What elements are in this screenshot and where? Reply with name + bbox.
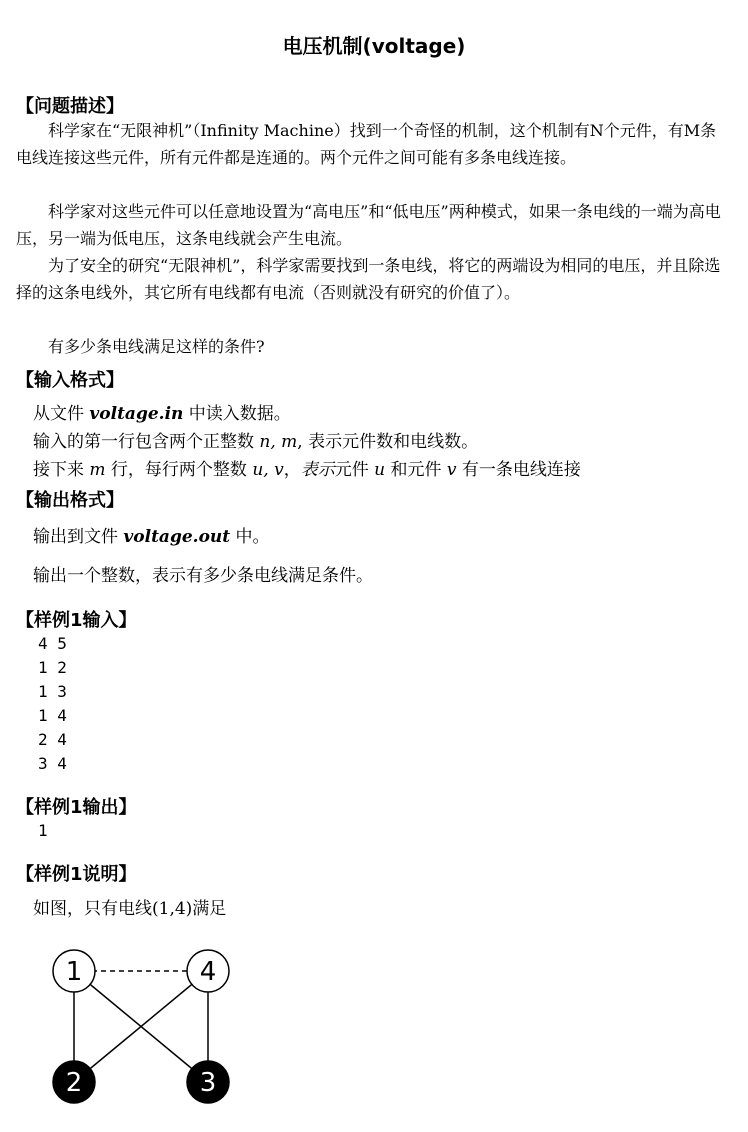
sample-input-line: 1 2	[38, 658, 67, 677]
input-line-3: 接下来 m 行，每行两个整数 u, v，表示元件 u 和元件 v 有一条电线连接	[33, 460, 581, 480]
sample-input-line: 2 4	[38, 730, 67, 749]
sample-input-line: 3 4	[38, 754, 67, 773]
output-filename: voltage.out	[123, 527, 231, 547]
problem-paragraph-4: 有多少条电线满足这样的条件?	[48, 337, 265, 356]
page-title: 电压机制(voltage)	[282, 34, 466, 58]
graph-node-label-1: 1	[65, 957, 83, 987]
sample-input-heading: 【样例1输入】	[16, 610, 137, 631]
graph-node-label-3: 3	[199, 1068, 217, 1098]
sample-explain-heading: 【样例1说明】	[16, 864, 137, 885]
sample-explain-text: 如图，只有电线(1,4)满足	[33, 899, 227, 919]
input-filename: voltage.in	[89, 404, 184, 424]
graph-node-label-2: 2	[65, 1068, 83, 1098]
problem-paragraph-2: 科学家对这些元件可以任意地设置为“高电压”和“低电压”两种模式，如果一条电线的一端为高电压，另一端为低电压，这条电线就会产生电流。	[16, 202, 721, 248]
sample-input-line: 1 4	[38, 706, 67, 725]
problem-heading: 【问题描述】	[16, 96, 124, 117]
sample-output-heading: 【样例1输出】	[16, 797, 137, 818]
output-heading: 【输出格式】	[16, 490, 124, 511]
graph-figure	[40, 940, 260, 1110]
output-line-1: 输出到文件 voltage.out 中。	[33, 527, 270, 547]
input-heading: 【输入格式】	[16, 370, 124, 391]
sample-output-value: 1	[38, 821, 48, 840]
input-line-1: 从文件 voltage.in 中读入数据。	[33, 404, 291, 424]
sample-input-line: 4 5	[38, 634, 67, 653]
output-line-2: 输出一个整数，表示有多少条电线满足条件。	[33, 566, 373, 586]
sample-input-line: 1 3	[38, 682, 67, 701]
problem-paragraph-3: 为了安全的研究“无限神机”，科学家需要找到一条电线，将它的两端设为相同的电压，并且除选择的这条电线外，其它所有电线都有电流（否则就没有研究的价值了）。	[16, 256, 721, 302]
graph-node-label-4: 4	[199, 957, 217, 987]
input-line-2: 输入的第一行包含两个正整数 n, m, 表示元件数和电线数。	[33, 432, 479, 452]
problem-paragraph-1: 科学家在“无限神机”（Infinity Machine）找到一个奇怪的机制，这个机制有N个元件，有M条电线连接这些元件，所有元件都是连通的。两个元件之间可能有多条电线连接。	[16, 121, 717, 167]
